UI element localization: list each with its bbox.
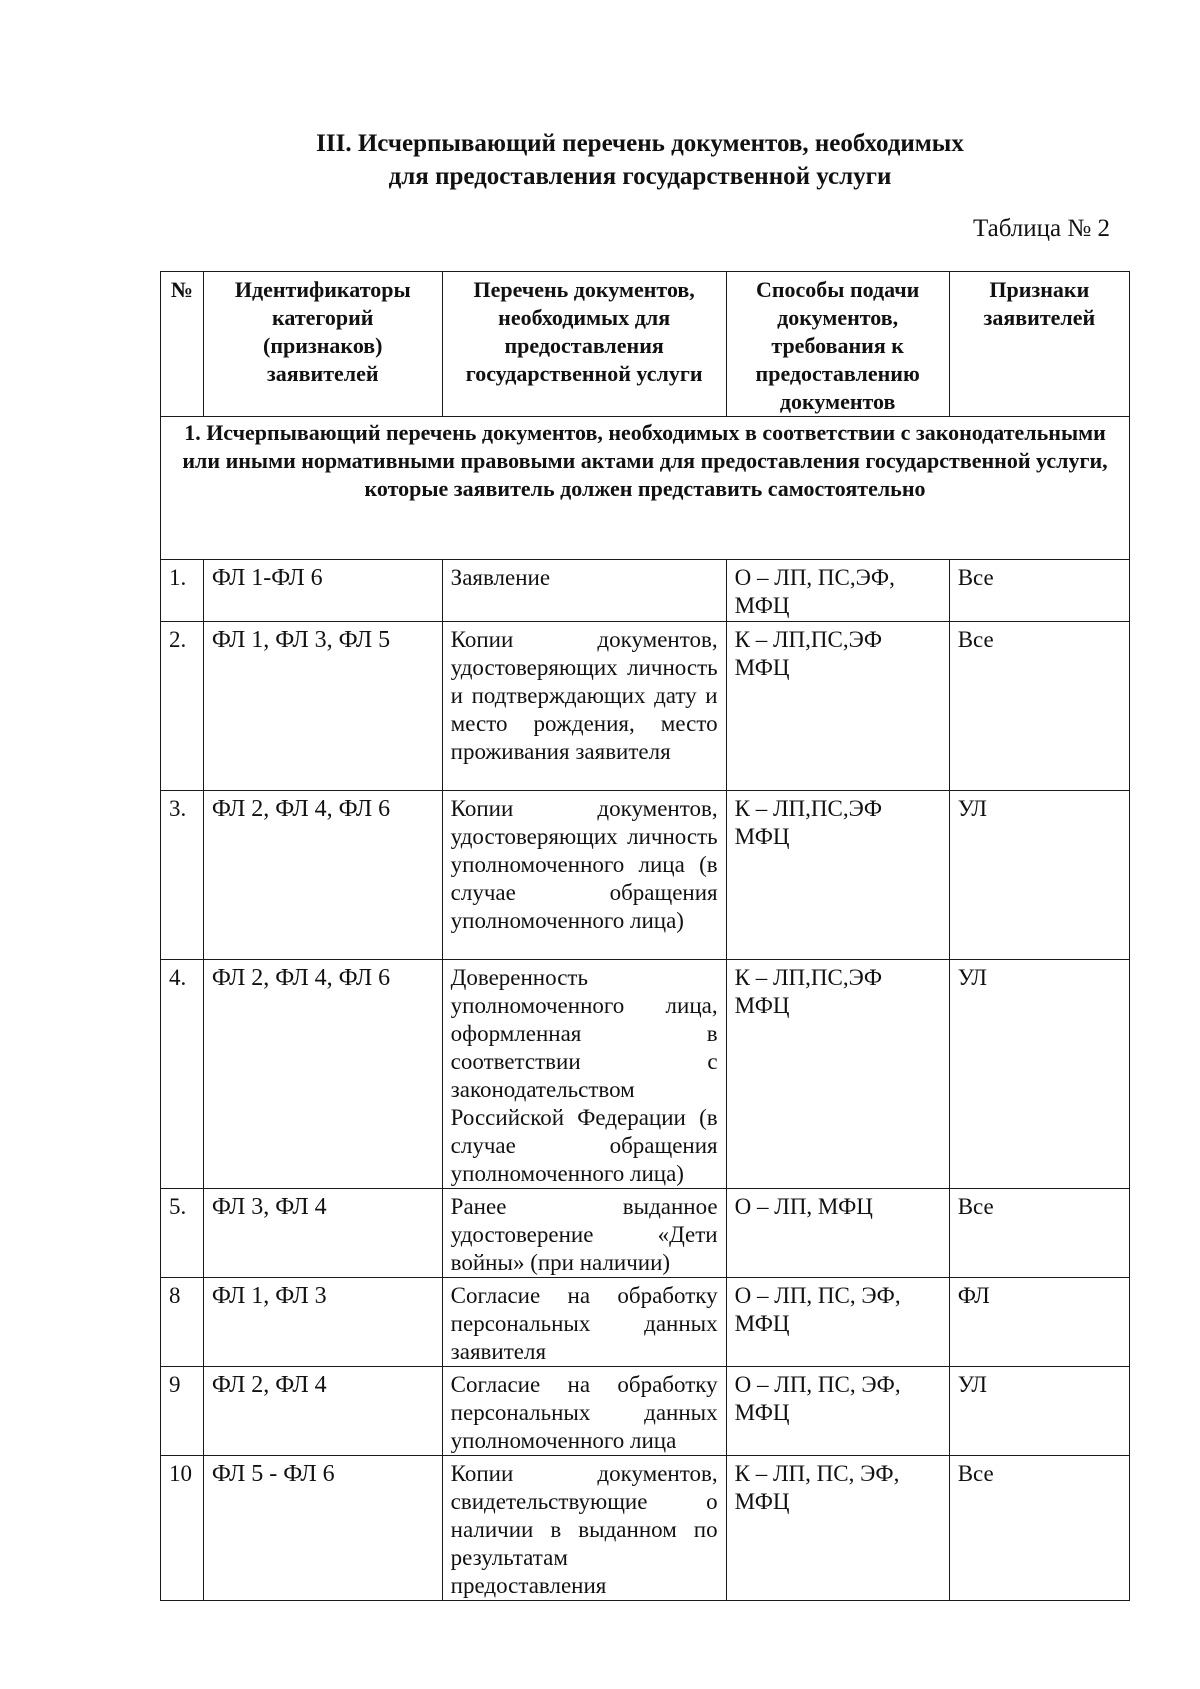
table-row: [161, 791, 1130, 960]
cell-identifiers: ФЛ 2, ФЛ 4, ФЛ 6: [203, 791, 442, 960]
cell-identifiers: ФЛ 5 - ФЛ 6: [203, 1456, 442, 1601]
table-row: [161, 960, 1130, 1189]
cell-applicant-signs: Все: [949, 622, 1129, 791]
cell-submission-methods: К – ЛП, ПС, ЭФ, МФЦ: [726, 1456, 949, 1601]
cell-identifiers: ФЛ 2, ФЛ 4: [203, 1367, 442, 1456]
cell-submission-methods: К – ЛП,ПС,ЭФ МФЦ: [726, 791, 949, 960]
cell-identifiers: ФЛ 2, ФЛ 4, ФЛ 6: [203, 960, 442, 1189]
cell-applicant-signs: Все: [949, 1456, 1129, 1601]
cell-documents: Копии документов, свидетельствующие о наличии в выданном по результатам предоставления: [442, 1456, 726, 1601]
cell-number: 2.: [161, 622, 204, 791]
header-identifiers: Идентификаторы категорий (признаков) заявителей: [203, 272, 442, 417]
cell-submission-methods: О – ЛП, ПС,ЭФ, МФЦ: [726, 560, 949, 622]
cell-applicant-signs: УЛ: [949, 960, 1129, 1189]
cell-identifiers: ФЛ 1-ФЛ 6: [203, 560, 442, 622]
cell-documents: Согласие на обработку персональных данных заявителя: [442, 1278, 726, 1367]
cell-submission-methods: К – ЛП,ПС,ЭФ МФЦ: [726, 622, 949, 791]
cell-applicant-signs: Все: [949, 1189, 1129, 1278]
cell-number: 8: [161, 1278, 204, 1367]
cell-documents: Копии документов, удостоверяющих личность и подтверждающих дату и место рождения, место проживания заявителя: [442, 622, 726, 791]
cell-applicant-signs: УЛ: [949, 791, 1129, 960]
cell-documents: Копии документов, удостоверяющих личность уполномоченного лица (в случае обращения уполномоченного лица): [442, 791, 726, 960]
cell-number: 9: [161, 1367, 204, 1456]
cell-identifiers: ФЛ 1, ФЛ 3, ФЛ 5: [203, 622, 442, 791]
cell-number: 5.: [161, 1189, 204, 1278]
cell-documents: Согласие на обработку персональных данных уполномоченного лица: [442, 1367, 726, 1456]
section-heading-row: [161, 417, 1130, 560]
header-applicant-signs: Признаки заявителей: [949, 272, 1129, 417]
cell-submission-methods: О – ЛП, ПС, ЭФ, МФЦ: [726, 1367, 949, 1456]
table-row: [161, 560, 1130, 622]
section-heading: 1. Исчерпывающий перечень документов, необходимых в соответствии с законодательными или иными нормативными правовыми актами для предоставления государственной услуги, которые заявитель должен представить самостоятельно: [161, 417, 1130, 560]
cell-applicant-signs: Все: [949, 560, 1129, 622]
cell-documents: Ранее выданное удостоверение «Дети войны» (при наличии): [442, 1189, 726, 1278]
cell-number: 10: [161, 1456, 204, 1601]
table-number: Таблица № 2: [972, 215, 1110, 242]
table-row: [161, 622, 1130, 791]
document-title-line-1: III. Исчерпывающий перечень документов, необходимых: [316, 130, 964, 157]
cell-number: 1.: [161, 560, 204, 622]
document-title: [160, 127, 1120, 193]
table-row: [161, 1456, 1130, 1601]
header-submission-methods: Способы подачи документов, требования к предоставлению документов: [726, 272, 949, 417]
documents-table: [160, 271, 1130, 1601]
cell-documents: Доверенность уполномоченного лица, оформленная в соответствии с законодательством Российской Федерации (в случае обращения уполномоченного лица): [442, 960, 726, 1189]
cell-applicant-signs: УЛ: [949, 1367, 1129, 1456]
cell-number: 3.: [161, 791, 204, 960]
cell-applicant-signs: ФЛ: [949, 1278, 1129, 1367]
table-row: [161, 1278, 1130, 1367]
cell-submission-methods: О – ЛП, ПС, ЭФ, МФЦ: [726, 1278, 949, 1367]
cell-documents: Заявление: [442, 560, 726, 622]
table-row: [161, 1189, 1130, 1278]
cell-submission-methods: К – ЛП,ПС,ЭФ МФЦ: [726, 960, 949, 1189]
table-row: [161, 1367, 1130, 1456]
cell-identifiers: ФЛ 3, ФЛ 4: [203, 1189, 442, 1278]
header-number: №: [161, 272, 204, 417]
table-header-row: [161, 272, 1130, 417]
header-documents: Перечень документов, необходимых для предоставления государственной услуги: [442, 272, 726, 417]
cell-number: 4.: [161, 960, 204, 1189]
cell-identifiers: ФЛ 1, ФЛ 3: [203, 1278, 442, 1367]
cell-submission-methods: О – ЛП, МФЦ: [726, 1189, 949, 1278]
document-title-line-2: для предоставления государственной услуги: [388, 163, 892, 190]
